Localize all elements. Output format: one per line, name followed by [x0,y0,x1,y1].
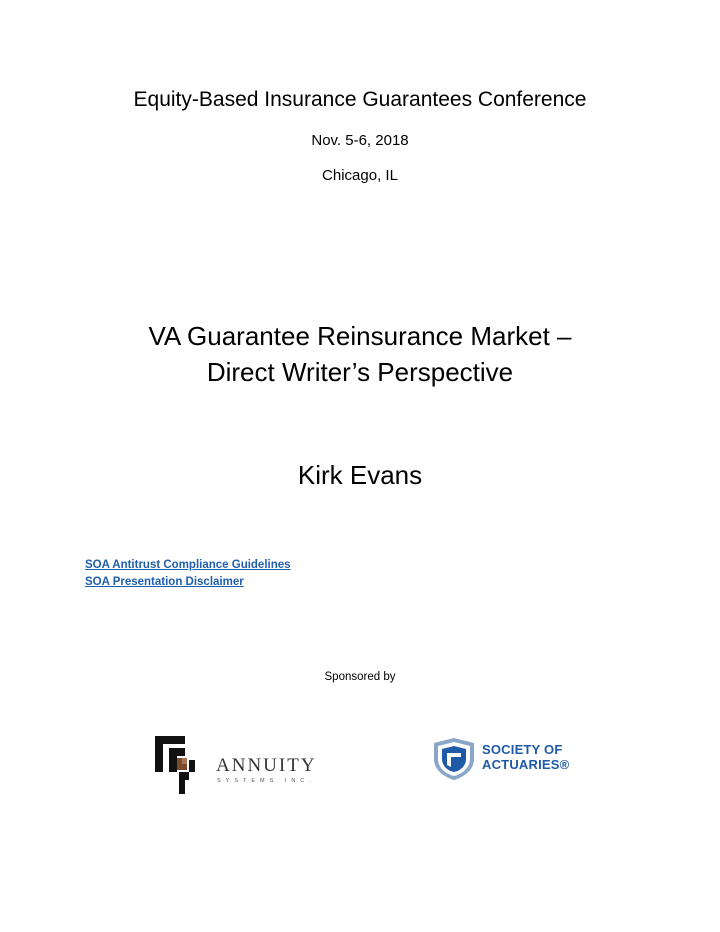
society-of-actuaries-logo [433,737,573,781]
soa-logo-line1: SOCIETY OF [482,742,563,757]
speaker-name: Kirk Evans [297,460,423,490]
conference-date: Nov. 5-6, 2018 [311,132,409,149]
annuity-mark-icon [155,736,195,794]
annuity-logo-subtext: SYSTEMS INC. [217,778,316,784]
soa-shield-icon [433,737,475,781]
compliance-links [85,557,291,591]
soa-logo-line2: ACTUARIES® [482,757,570,772]
conference-title: Equity-Based Insurance Guarantees Conference [133,88,587,111]
presentation-title-line2: Direct Writer’s Perspective [206,357,514,387]
conference-location: Chicago, IL [322,167,398,184]
sponsored-by-label: Sponsored by [324,671,396,683]
presentation-disclaimer-link[interactable]: SOA Presentation Disclaimer [85,576,244,588]
annuity-systems-logo [155,736,315,794]
presentation-title [0,318,720,390]
presentation-title-line1: VA Guarantee Reinsurance Market – [148,321,572,351]
antitrust-guidelines-link[interactable]: SOA Antitrust Compliance Guidelines [85,559,291,571]
annuity-logo-text: ANNUITY [216,755,317,776]
